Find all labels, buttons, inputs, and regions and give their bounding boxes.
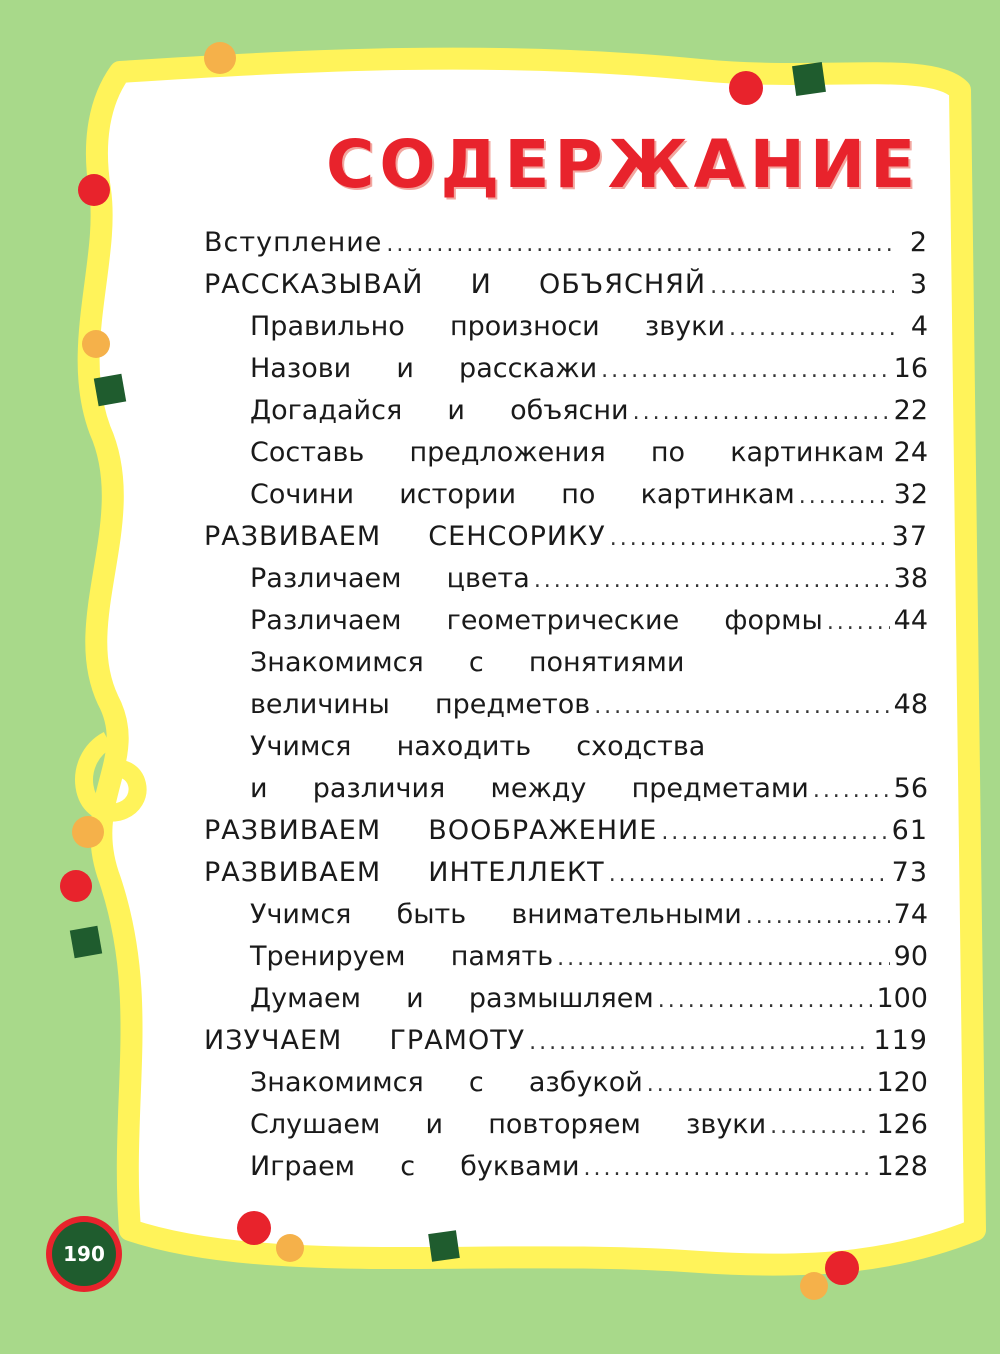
toc-leader-dots: [661, 812, 887, 854]
toc-entry-page: 37: [891, 521, 928, 552]
toc-entry-title: Слушаем и повторяем звуки: [250, 1109, 767, 1140]
page-title: СОДЕРЖАНИЕ: [326, 126, 921, 203]
decor-dot-orange: [82, 330, 110, 358]
toc-entry-title: Учимся находить сходства: [250, 731, 706, 762]
decor-dot-orange: [276, 1234, 304, 1262]
toc-entry: [204, 726, 928, 768]
toc-entry-title: Знакомимся с понятиями: [250, 647, 685, 678]
toc-entry: [204, 768, 928, 810]
toc-leader-dots: [610, 518, 888, 560]
toc-leader-dots: [594, 686, 889, 728]
toc-entry-page: 2: [909, 227, 928, 258]
toc-entry-title: ИЗУЧАЕМ ГРАМОТУ: [204, 1025, 526, 1056]
toc-entry-page: 73: [891, 857, 928, 888]
toc-leader-dots: [601, 350, 889, 392]
toc-leader-dots: [729, 308, 894, 350]
toc-entry-title: Думаем и размышляем: [250, 983, 654, 1014]
toc-entry-page: 126: [876, 1109, 928, 1140]
toc-entry-title: Играем с буквами: [250, 1151, 580, 1182]
toc-entry: [204, 348, 928, 390]
toc-entry-page: 128: [876, 1151, 928, 1182]
toc-entry-title: Учимся быть внимательными: [250, 899, 742, 930]
toc-entry-page: 24: [893, 437, 928, 468]
decor-square: [792, 62, 826, 96]
toc-leader-dots: [746, 896, 890, 938]
toc-leader-dots: [584, 1148, 873, 1190]
toc-entry: [204, 306, 928, 348]
toc-entry-page: 100: [876, 983, 928, 1014]
toc-entry-page: 120: [876, 1067, 928, 1098]
toc-leader-dots: [609, 854, 888, 896]
decor-dot-orange: [72, 816, 104, 848]
toc-entry: [204, 390, 928, 432]
toc-entry-title: Сочини истории по картинкам: [250, 479, 795, 510]
toc-leader-dots: [888, 434, 889, 476]
toc-entry: [204, 474, 928, 516]
decor-dot-red: [825, 1251, 859, 1285]
toc-entry: [204, 1104, 928, 1146]
toc-entry-title: РАЗВИВАЕМ ВООБРАЖЕНИЕ: [204, 815, 658, 846]
toc-leader-dots: [813, 770, 890, 812]
toc-entry-page: 16: [893, 353, 928, 384]
toc-leader-dots: [386, 224, 894, 266]
toc-entry: [204, 936, 928, 978]
page-number: 190: [63, 1242, 105, 1266]
decor-square: [94, 374, 126, 406]
decor-dot-red: [78, 174, 110, 206]
decor-dot-red: [237, 1211, 271, 1245]
toc-entry-title: Вступление: [204, 227, 383, 258]
toc-entry: [204, 810, 928, 852]
toc-leader-dots: [799, 476, 890, 518]
toc-entry-page: 48: [893, 689, 928, 720]
toc-entry-title: РАЗВИВАЕМ ИНТЕЛЛЕКТ: [204, 857, 605, 888]
toc-entry-title: Назови и расскажи: [250, 353, 598, 384]
toc-entry-title: Догадайся и объясни: [250, 395, 629, 426]
toc-entry: [204, 1020, 928, 1062]
table-of-contents: [204, 222, 928, 1188]
toc-entry: [204, 642, 928, 684]
toc-entry-title: и различия между предметами: [250, 773, 809, 804]
toc-entry: [204, 264, 928, 306]
toc-leader-dots: [557, 938, 889, 980]
toc-leader-dots: [534, 560, 890, 602]
toc-entry-page: 44: [893, 605, 928, 636]
decor-square: [70, 926, 102, 958]
toc-leader-dots: [827, 602, 890, 644]
toc-entry: [204, 558, 928, 600]
toc-entry-page: 74: [893, 899, 928, 930]
toc-entry-title: Составь предложения по картинкам: [250, 437, 885, 468]
toc-entry: [204, 684, 928, 726]
toc-entry: [204, 1146, 928, 1188]
toc-entry-title: РАССКАЗЫВАЙ И ОБЪЯСНЯЙ: [204, 269, 707, 300]
toc-entry-page: 3: [909, 269, 928, 300]
decor-dot-red: [729, 71, 763, 105]
toc-leader-dots: [529, 1022, 869, 1064]
toc-entry: [204, 600, 928, 642]
toc-entry-title: Правильно произноси звуки: [250, 311, 726, 342]
toc-entry-title: Различаем цвета: [250, 563, 530, 594]
toc-entry: [204, 852, 928, 894]
toc-leader-dots: [770, 1106, 872, 1148]
toc-leader-dots: [647, 1064, 873, 1106]
toc-entry: [204, 1062, 928, 1104]
toc-leader-dots: [633, 392, 890, 434]
toc-entry-title: Различаем геометрические формы: [250, 605, 823, 636]
decor-dot-red: [60, 870, 92, 902]
toc-entry-title: Знакомимся с азбукой: [250, 1067, 643, 1098]
toc-entry-page: 61: [891, 815, 928, 846]
toc-entry-title: РАЗВИВАЕМ СЕНСОРИКУ: [204, 521, 606, 552]
toc-entry-page: 90: [893, 941, 928, 972]
decor-dot-orange: [800, 1272, 828, 1300]
toc-entry-page: 56: [893, 773, 928, 804]
decor-dot-orange: [204, 42, 236, 74]
toc-entry-title: Тренируем память: [250, 941, 554, 972]
toc-entry-title: величины предметов: [250, 689, 591, 720]
toc-entry-page: 38: [893, 563, 928, 594]
decor-square: [428, 1230, 460, 1262]
toc-entry-page: 4: [910, 311, 928, 342]
toc-entry: [204, 432, 928, 474]
toc-entry: [204, 516, 928, 558]
toc-entry: [204, 978, 928, 1020]
toc-entry-page: 119: [873, 1025, 928, 1056]
toc-entry-page: 22: [893, 395, 928, 426]
toc-leader-dots: [710, 266, 894, 308]
toc-entry-page: 32: [893, 479, 928, 510]
toc-entry: [204, 222, 928, 264]
toc-leader-dots: [658, 980, 873, 1022]
toc-entry: [204, 894, 928, 936]
